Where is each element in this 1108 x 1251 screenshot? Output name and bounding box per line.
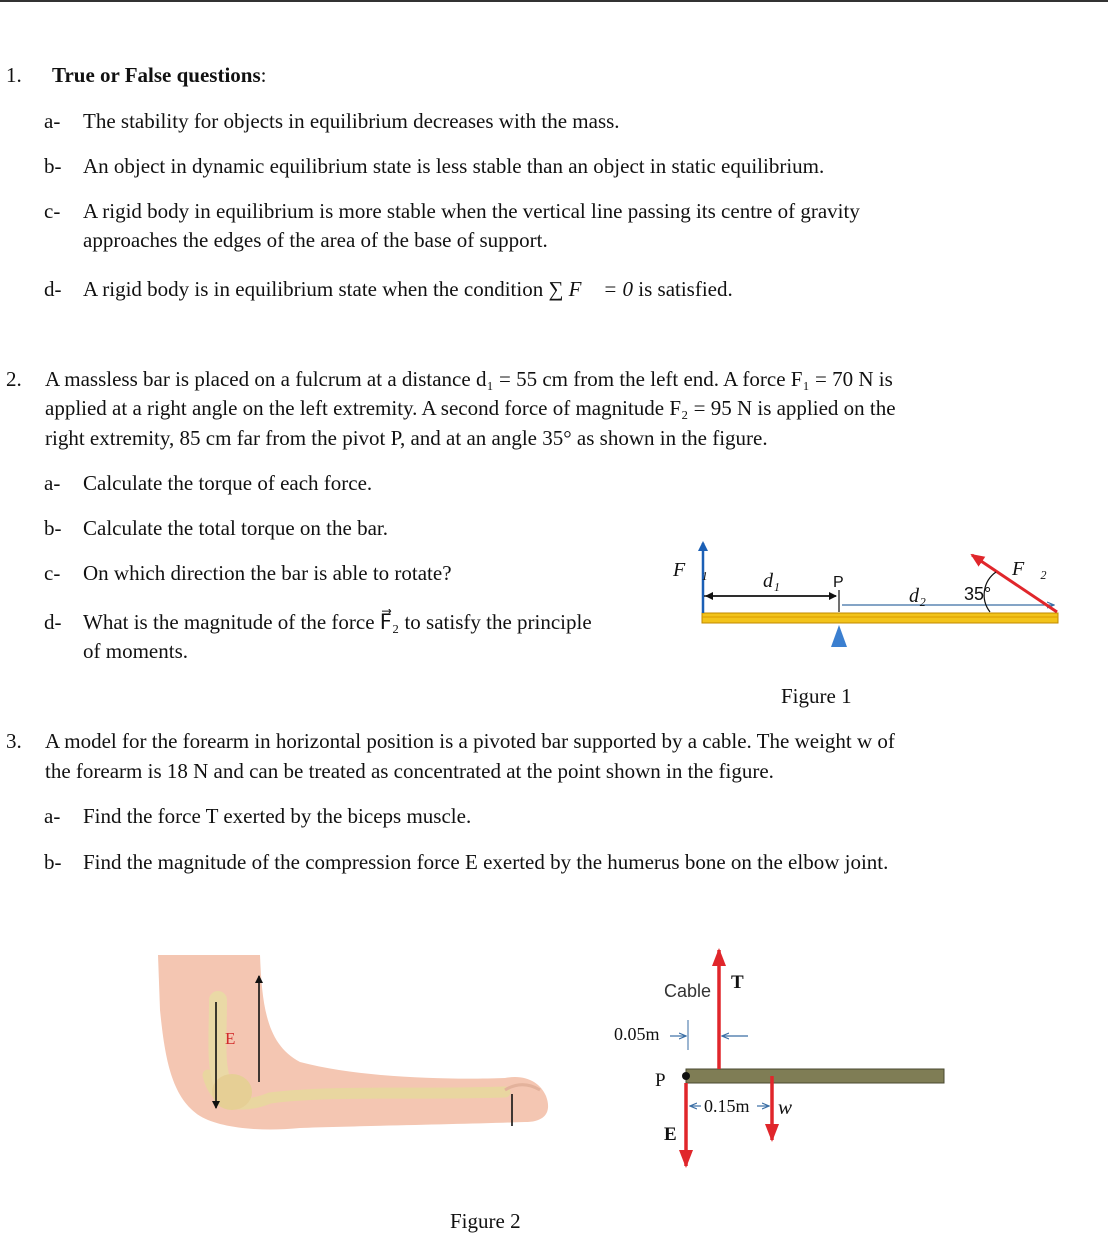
f1-label: F⃗₁ bbox=[673, 559, 708, 581]
q3-number: 3. bbox=[6, 729, 22, 753]
pivot-point bbox=[682, 1072, 690, 1080]
q1-b-letter: b- bbox=[44, 154, 62, 178]
figure-2-caption: Figure 2 bbox=[450, 1209, 521, 1233]
angle-label: 35° bbox=[964, 584, 992, 604]
q3-a-letter: a- bbox=[44, 804, 61, 828]
pivot-p-label-2: P bbox=[655, 1070, 666, 1091]
q2-number: 2. bbox=[6, 367, 22, 391]
q1-a-text: The stability for objects in equilibrium decreases with the mass. bbox=[83, 109, 620, 133]
dist1-label: 0.05m bbox=[614, 1024, 660, 1044]
d2-label: d₂ bbox=[909, 585, 926, 607]
q3-b-letter: b- bbox=[44, 850, 62, 874]
q1-b-text: An object in dynamic equilibrium state is less stable than an object in static equilibrium. bbox=[83, 154, 825, 178]
equilibrium-formula: ∑ F⃗ = 0 bbox=[548, 277, 634, 301]
forearm-rod bbox=[686, 1069, 944, 1083]
q2-text-line2: applied at a right angle on the left extremity. A second force of magnitude F₂ = 95 N is applied on the bbox=[45, 396, 896, 420]
f2-label: F⃗₂ bbox=[1012, 558, 1047, 580]
q1-c-letter: c- bbox=[44, 199, 61, 223]
q2-a-letter: a- bbox=[44, 471, 61, 495]
q2-b-text: Calculate the total torque on the bar. bbox=[83, 516, 388, 540]
q2-d-text-line1: What is the magnitude of the force F⃗₂ to satisfy the principle bbox=[83, 610, 592, 634]
lever-bar bbox=[702, 613, 1058, 623]
figure-1-caption: Figure 1 bbox=[781, 684, 852, 708]
q1-title: True or False questions: bbox=[52, 63, 267, 87]
t-label: T bbox=[731, 972, 744, 993]
q3-text-line2: the forearm is 18 N and can be treated as concentrated at the point shown in the figure. bbox=[45, 759, 774, 783]
q2-d-text-line2: of moments. bbox=[83, 639, 188, 663]
q1-number: 1. bbox=[6, 63, 22, 87]
q2-b-letter: b- bbox=[44, 516, 62, 540]
q2-c-text: On which direction the bar is able to rotate? bbox=[83, 561, 452, 585]
w-label: w bbox=[778, 1095, 793, 1119]
q1-c-text-line2: approaches the edges of the area of the base of support. bbox=[83, 228, 548, 252]
q2-text-line1: A massless bar is placed on a fulcrum at a distance d₁ = 55 cm from the left end. A force F₁ = 70 N is bbox=[45, 367, 893, 391]
q2-a-text: Calculate the torque of each force. bbox=[83, 471, 373, 495]
q2-c-letter: c- bbox=[44, 561, 61, 585]
e-label: E bbox=[664, 1124, 677, 1145]
fulcrum-triangle bbox=[831, 625, 847, 647]
q1-a-letter: a- bbox=[44, 109, 61, 133]
dist2-label: 0.15m bbox=[704, 1096, 750, 1116]
arm-illustration bbox=[158, 955, 548, 1130]
q1-d-letter: d- bbox=[44, 277, 62, 301]
q1-d-text: A rigid body is in equilibrium state when the condition ∑ F⃗ = 0 is satisfied. bbox=[83, 277, 733, 301]
q3-text-line1: A model for the forearm in horizontal position is a pivoted bar supported by a cable. The weight w of bbox=[45, 729, 895, 753]
q3-a-text: Find the force T exerted by the biceps muscle. bbox=[83, 804, 472, 828]
q2-text-line3: right extremity, 85 cm far from the pivot P, and at an angle 35° as shown in the figure. bbox=[45, 426, 768, 450]
cable-label: Cable bbox=[664, 981, 712, 1001]
elbow-joint bbox=[212, 1074, 252, 1110]
q3-b-text: Find the magnitude of the compression force E exerted by the humerus bone on the elbow joint. bbox=[83, 850, 889, 874]
q1-c-text-line1: A rigid body in equilibrium is more stable when the vertical line passing its centre of gravity bbox=[83, 199, 860, 223]
d1-label: d₁ bbox=[763, 570, 780, 592]
pivot-p-label: P bbox=[833, 574, 844, 591]
arm-e-label: E bbox=[225, 1029, 236, 1048]
q2-d-letter: d- bbox=[44, 610, 62, 634]
